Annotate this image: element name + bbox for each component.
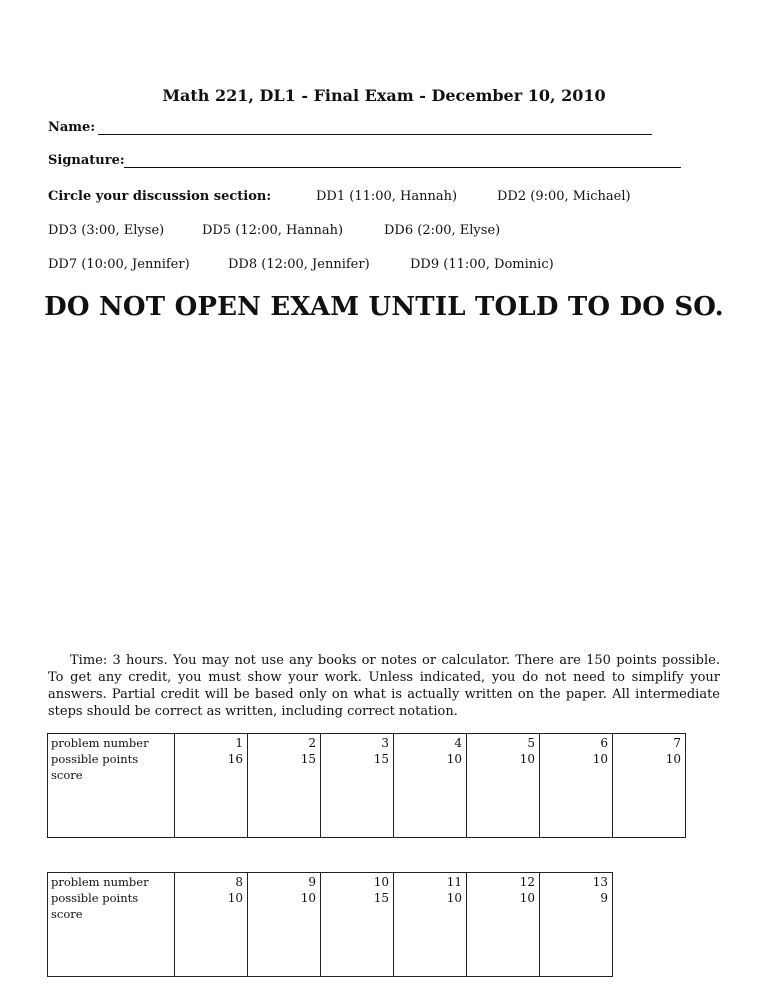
problem-number: 2 (308, 736, 316, 750)
problem-number: 6 (600, 736, 608, 750)
problem-number: 10 (373, 875, 389, 889)
problem-cell[interactable] (321, 873, 394, 977)
problem-cell[interactable] (613, 734, 686, 838)
problem-number: 7 (673, 736, 681, 750)
problem-cell[interactable] (175, 873, 248, 977)
section-prompt: Circle your discussion section: (48, 189, 272, 204)
section-option-dd7[interactable]: DD7 (10:00, Jennifer) (48, 257, 190, 272)
section-option-dd1[interactable]: DD1 (11:00, Hannah) (316, 189, 458, 204)
possible-points: 9 (600, 891, 608, 905)
possible-points-label: possible points (51, 752, 139, 766)
signature-field[interactable] (124, 167, 681, 168)
possible-points: 10 (300, 891, 316, 905)
possible-points: 10 (592, 752, 608, 766)
problem-cell[interactable] (540, 873, 613, 977)
problem-cell[interactable] (467, 734, 540, 838)
problem-cell[interactable] (321, 734, 394, 838)
problem-number: 4 (454, 736, 462, 750)
problem-number: 8 (235, 875, 243, 889)
problem-cell[interactable] (394, 873, 467, 977)
possible-points-label: possible points (51, 891, 139, 905)
score-label: score (51, 768, 83, 782)
section-option-dd2[interactable]: DD2 (9:00, Michael) (497, 189, 631, 204)
problem-number: 11 (446, 875, 462, 889)
signature-label: Signature: (48, 153, 125, 168)
name-label: Name: (48, 120, 96, 135)
score-table-2 (47, 872, 613, 977)
possible-points: 15 (373, 752, 389, 766)
problem-number: 1 (235, 736, 243, 750)
problem-cell[interactable] (540, 734, 613, 838)
name-field[interactable] (98, 134, 652, 135)
section-option-dd9[interactable]: DD9 (11:00, Dominic) (410, 257, 554, 272)
problem-number: 9 (308, 875, 316, 889)
section-option-dd8[interactable]: DD8 (12:00, Jennifer) (228, 257, 370, 272)
possible-points: 16 (227, 752, 243, 766)
row-labels (48, 873, 175, 977)
score-label: score (51, 907, 83, 921)
possible-points: 10 (227, 891, 243, 905)
problem-number: 12 (519, 875, 535, 889)
possible-points: 10 (446, 891, 462, 905)
problem-number-label: problem number (51, 736, 149, 750)
problem-cell[interactable] (248, 873, 321, 977)
score-table-1 (47, 733, 686, 838)
possible-points: 15 (373, 891, 389, 905)
possible-points: 10 (665, 752, 681, 766)
warning-banner: DO NOT OPEN EXAM UNTIL TOLD TO DO SO. (44, 292, 724, 322)
section-option-dd5[interactable]: DD5 (12:00, Hannah) (202, 223, 344, 238)
problem-cell[interactable] (394, 734, 467, 838)
possible-points: 10 (446, 752, 462, 766)
problem-cell[interactable] (467, 873, 540, 977)
exam-instructions: Time: 3 hours. You may not use any books or notes or calculator. There are 150 points possible. To get any credit, you must show your work. Unless indicated, you do not need to simplify your answers. Partial credit will be based only on what is actually written on the paper. All intermediate steps should be correct as written, including correct notation. (48, 653, 720, 719)
section-option-dd3[interactable]: DD3 (3:00, Elyse) (48, 223, 165, 238)
possible-points: 10 (519, 752, 535, 766)
exam-title: Math 221, DL1 - Final Exam - December 10, 2010 (162, 86, 606, 105)
problem-number: 13 (592, 875, 608, 889)
problem-number-label: problem number (51, 875, 149, 889)
problem-cell[interactable] (175, 734, 248, 838)
row-labels (48, 734, 175, 838)
problem-number: 5 (527, 736, 535, 750)
possible-points: 15 (300, 752, 316, 766)
problem-number: 3 (381, 736, 389, 750)
possible-points: 10 (519, 891, 535, 905)
section-option-dd6[interactable]: DD6 (2:00, Elyse) (384, 223, 501, 238)
problem-cell[interactable] (248, 734, 321, 838)
